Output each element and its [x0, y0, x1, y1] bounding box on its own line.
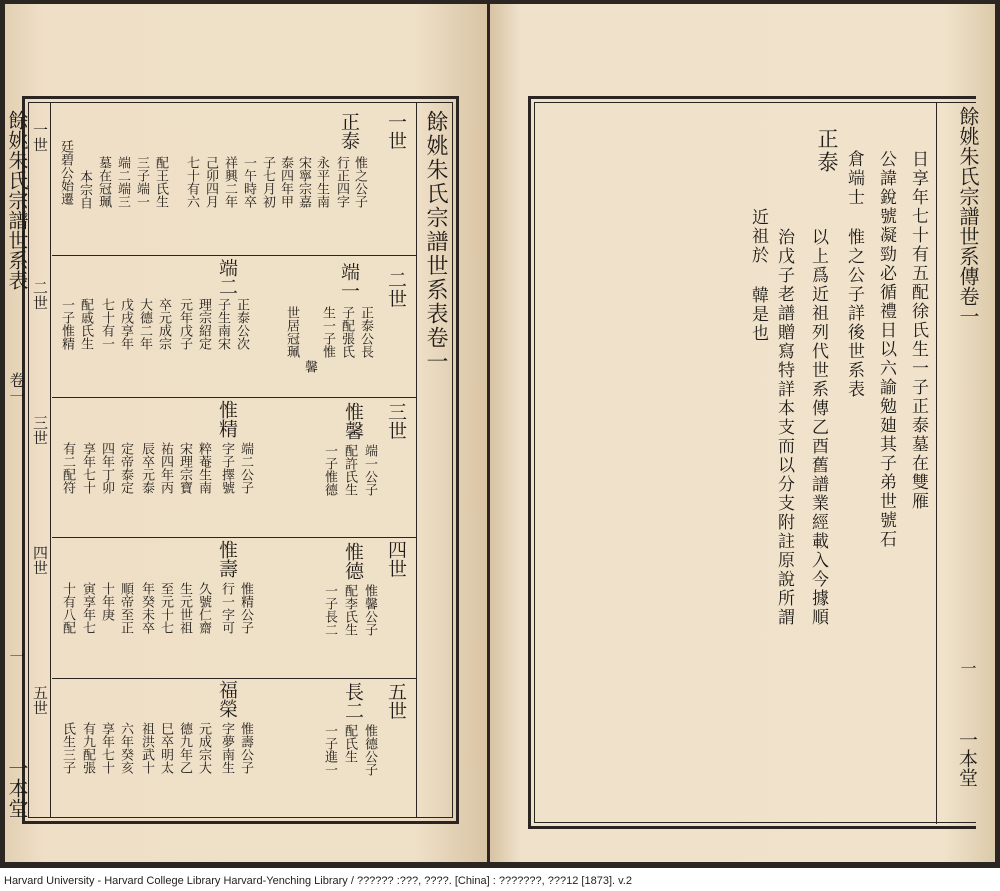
person-detail: 子生南宋	[215, 298, 230, 350]
person-detail: 六年癸亥	[118, 722, 133, 774]
person-name: 惟精	[216, 400, 238, 438]
person-note: 墓在冠珮	[96, 156, 111, 208]
person-name: 端一	[338, 262, 360, 300]
right-side-hall-name: 一本堂	[956, 730, 978, 787]
person-detail: 戊戌享年	[118, 298, 133, 350]
person-detail: 配李氏生	[342, 584, 357, 636]
side-generation-label: 一世	[31, 122, 49, 152]
person-detail: 馨	[302, 360, 317, 373]
person-detail: 祖洪武十	[139, 722, 154, 774]
person-name: 長二	[342, 682, 364, 720]
person-detail: 端一公子	[362, 444, 377, 496]
person-detail: 久號仁齋	[196, 582, 211, 634]
person-detail: 行一字可	[219, 582, 234, 634]
text-column: 以上爲近祖列代世系傳乙酉舊譜業經載入今據順	[808, 228, 828, 627]
person-detail: 宋寧宗嘉	[296, 156, 311, 208]
person-detail: 德九年乙	[177, 722, 192, 774]
person-detail: 端二公子	[238, 442, 253, 494]
right-side-page-number: 一	[958, 660, 977, 676]
person-detail: 子配張氏	[339, 306, 354, 358]
text-column: 倉端士	[844, 150, 864, 207]
image-caption: Harvard University - Harvard College Library Harvard-Yenching Library / ?????? :???, ????. [China] : ???????, ???12 [1873]. v.2	[0, 872, 1000, 891]
person-note: 有二配符	[60, 442, 75, 494]
side-generation-label: 三世	[31, 415, 49, 445]
person-detail: 享年七十	[80, 442, 95, 494]
person-detail: 辰卒元泰	[139, 442, 154, 494]
left-page-title: 餘姚朱氏宗譜世系表卷一	[423, 110, 448, 374]
person-detail: 年癸未卒	[139, 582, 154, 634]
side-generation-label: 四世	[31, 545, 49, 575]
generation-label: 一世	[385, 112, 407, 150]
person-detail: 元年戊子	[177, 298, 192, 350]
person-detail: 世居冠珮	[284, 306, 299, 358]
person-note: 有九配張	[80, 722, 95, 774]
person-name: 惟馨	[342, 402, 364, 440]
person-detail: 子七月初	[260, 156, 275, 208]
person-detail: 巳卒明太	[158, 722, 173, 774]
side-generation-label: 二世	[31, 280, 49, 310]
text-column: 韓是也	[748, 286, 768, 343]
person-detail: 生元世祖	[177, 582, 192, 634]
person-detail: 字子擇號	[219, 442, 234, 494]
person-detail: 至元十七	[158, 582, 173, 634]
generation-label: 二世	[385, 270, 407, 308]
person-detail: 配王氏生	[153, 156, 168, 208]
text-column: 惟之公子詳後世系表	[844, 228, 864, 399]
person-detail: 大德二年	[137, 298, 152, 350]
person-detail: 十年庚	[99, 582, 114, 621]
left-side-volume: 卷一	[7, 372, 26, 404]
person-detail: 惟德公子	[362, 724, 377, 776]
person-detail: 惟馨公子	[362, 584, 377, 636]
person-detail: 配許氏生	[342, 444, 357, 496]
row-divider	[52, 397, 416, 398]
person-detail: 定帝泰定	[118, 442, 133, 494]
text-column-heading: 正泰	[815, 128, 839, 174]
person-name: 正泰	[338, 112, 360, 150]
person-note: 一子惟精	[59, 298, 74, 350]
person-detail: 己卯四月	[203, 156, 218, 208]
person-detail: 順帝至正	[118, 582, 133, 634]
left-side-page-number: 一	[7, 648, 26, 664]
person-name: 惟德	[342, 542, 364, 580]
person-detail: 生一子惟	[320, 306, 335, 358]
person-note: 享年七十	[99, 722, 114, 774]
person-note: 寅享年七	[80, 582, 95, 634]
person-note: 配戚氏生	[78, 298, 93, 350]
person-detail: 惟之公子	[352, 156, 367, 208]
person-detail: 元成宗大	[196, 722, 211, 774]
person-name: 福榮	[216, 680, 238, 718]
person-detail: 端二端三	[115, 156, 130, 208]
person-detail: 七十有六	[184, 156, 199, 208]
person-detail: 一子惟德	[322, 444, 337, 496]
text-column: 近祖於	[748, 208, 768, 265]
text-column: 公諱銳號凝勁必循禮日以六諭勉廸其子弟世號石	[876, 150, 896, 549]
person-detail: 配氏生	[342, 724, 357, 763]
person-detail: 卒元成宗	[156, 298, 171, 350]
person-detail: 一午時卒	[241, 156, 256, 208]
person-detail: 字夢南生	[219, 722, 234, 774]
text-column: 日享年七十有五配徐氏生一子正泰墓在雙雁	[908, 150, 928, 511]
person-detail: 正泰公長	[358, 306, 373, 358]
left-side-title: 餘姚朱氏宗譜世系表	[5, 110, 29, 290]
row-divider	[52, 537, 416, 538]
person-name: 惟壽	[216, 540, 238, 578]
side-generation-label: 五世	[31, 685, 49, 715]
person-detail: 永平生南	[314, 156, 329, 208]
person-detail: 一子進一	[322, 724, 337, 776]
row-divider	[52, 678, 416, 679]
person-note: 十有八配	[60, 582, 75, 634]
person-note: 廷碧公始遷	[58, 140, 73, 205]
person-detail: 泰四年甲	[278, 156, 293, 208]
person-detail: 三子端一	[134, 156, 149, 208]
text-column: 治戊子老譜贈寫特詳本支而以分支附註原說所謂	[774, 228, 794, 627]
person-detail: 祥興二年	[222, 156, 237, 208]
person-detail: 理宗紹定	[196, 298, 211, 350]
person-detail: 四年丁卯	[99, 442, 114, 494]
person-detail: 七十有一	[99, 298, 114, 350]
right-side-title: 餘姚朱氏宗譜世系傳卷一	[956, 106, 980, 326]
person-detail: 惟壽公子	[238, 722, 253, 774]
generation-label: 三世	[385, 402, 407, 440]
person-detail: 正泰公次	[234, 298, 249, 350]
person-detail: 一子長二	[322, 584, 337, 636]
person-detail: 宋理宗寶	[177, 442, 192, 494]
person-detail: 祐四年丙	[158, 442, 173, 494]
person-note: 本宗自	[77, 170, 92, 209]
person-name: 端二	[216, 258, 238, 296]
generation-label: 五世	[385, 682, 407, 720]
person-detail: 粹菴生南	[196, 442, 211, 494]
person-note: 氏生三子	[60, 722, 75, 774]
left-side-hall-name: 一本堂	[5, 758, 29, 818]
person-detail: 行正四字	[334, 156, 349, 208]
person-detail: 惟精公子	[238, 582, 253, 634]
row-divider	[52, 255, 416, 256]
generation-label: 四世	[385, 540, 407, 578]
